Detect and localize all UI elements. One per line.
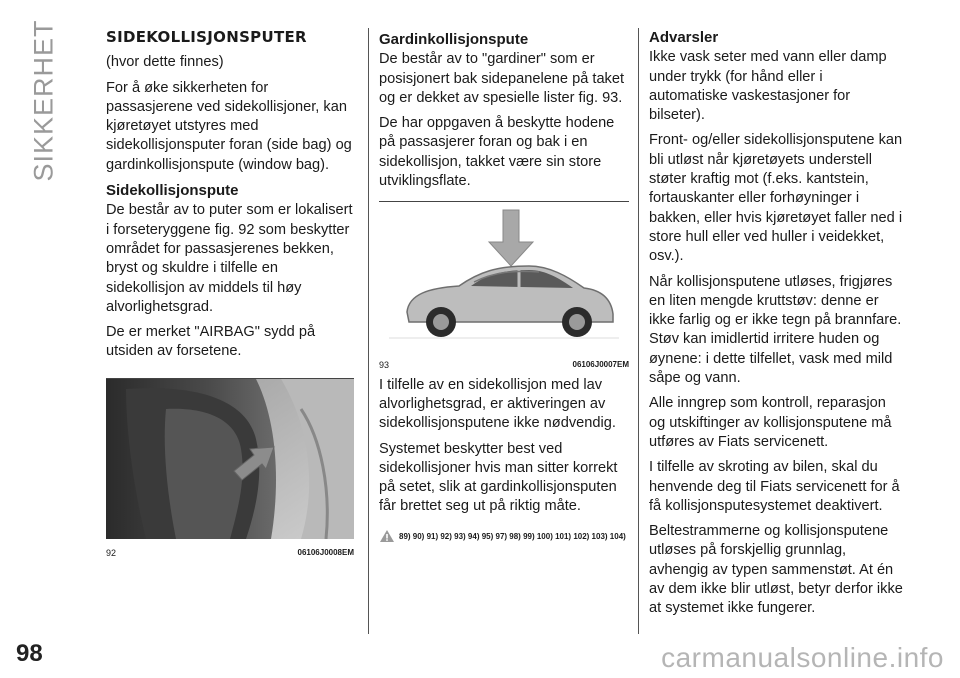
figure-93-caption bbox=[379, 360, 629, 370]
figure-code: 06106J0008EM bbox=[297, 548, 354, 558]
car-illustration bbox=[379, 202, 629, 350]
paragraph: De er merket "AIRBAG" sydd på utsiden av forsetene. bbox=[106, 324, 316, 360]
figure-92-caption bbox=[106, 548, 354, 558]
section-side-label bbox=[14, 18, 74, 182]
paragraph: Beltestrammerne og kollisjonsputene utløses på forskjellig grunnlag, avhengig av typen sammenstøt. At én av dem ikke blir utløst, betyr derfor ikke at systemet ikke fungerer. bbox=[649, 523, 903, 617]
figure-code: 06106J0007EM bbox=[572, 359, 629, 369]
subheading-warnings: Advarsler bbox=[649, 29, 719, 46]
paragraph: Alle inngrep som kontroll, reparasjon og utskiftinger av kollisjonsputene må utføres av Fiats servicenett. bbox=[649, 395, 892, 450]
warning-refs-text: 89) 90) 91) 92) 93) 94) 95) 97) 98) 99) 100) 101) 102) 103) 104) bbox=[399, 531, 626, 541]
warning-triangle-icon bbox=[379, 529, 395, 543]
paragraph: For å øke sikkerheten for passasjerene ved sidekollisjoner, kan kjøretøyet utstyres med sidekollisjonsputer foran (side bag) og gardinkollisjonspute (window bag). bbox=[106, 79, 352, 173]
paragraph: I tilfelle av en sidekollisjon med lav alvorlighetsgrad, er aktiveringen av sidekollisjonsputene ikke nødvendig. bbox=[379, 376, 616, 432]
paragraph: Front- og/eller sidekollisjonsputene kan bli utløst når kjøretøyets understell støter kraftig mot (f.eks. kantstein, fortauskanter eller forhøyninger i bakken, eller hvis kjøretøyet faller ned i store hull eller ved huller i veidekket, osv.). bbox=[649, 132, 903, 265]
watermark: carmanualsonline.info bbox=[661, 642, 944, 673]
paragraph: Systemet beskytter best ved sidekollisjoner hvis man sitter korrekt på setet, slik at gardinkollisjonsputen får brettet seg ut på riktig måte. bbox=[379, 440, 618, 515]
figure-93 bbox=[379, 201, 629, 369]
paragraph: (hvor dette finnes) bbox=[106, 54, 224, 71]
paragraph: Når kollisjonsputene utløses, frigjøres en liten mengde kruttstøv: denne er ikke farlig og er ikke tegn på brannfare. Støv kan imidlertid irritere huden og øynene: i dette tilfellet, vask med mild såpe og vann. bbox=[649, 273, 902, 387]
subheading-side-bag: Sidekollisjonspute bbox=[106, 182, 239, 200]
section-heading: SIDEKOLLISJONSPUTER bbox=[106, 28, 307, 46]
figure-number: 93 bbox=[379, 359, 390, 370]
figure-93-image bbox=[379, 201, 629, 356]
paragraph: De består av to "gardiner" som er posisjonert bak sidepanelene på taket og er dekket av spesielle lister fig. 93. bbox=[379, 51, 625, 106]
figure-92 bbox=[106, 378, 354, 558]
side-label-text: SIKKERHET bbox=[28, 18, 59, 182]
column-2 bbox=[379, 28, 629, 546]
page-number: 98 bbox=[16, 640, 43, 667]
paragraph: De har oppgaven å beskytte hodene på passasjerer foran og bak i en sidekollisjon, takket være sin store utviklingsflate. bbox=[379, 115, 615, 190]
column-3 bbox=[649, 28, 905, 625]
subheading-window-bag: Gardinkollisjonspute bbox=[379, 31, 529, 48]
paragraph: I tilfelle av skroting av bilen, skal du henvende deg til Fiats servicenett for å få kollisjonsputesystemet deaktivert. bbox=[649, 459, 900, 514]
warning-references bbox=[379, 527, 629, 546]
column-divider-2 bbox=[638, 28, 639, 634]
column-divider-1 bbox=[368, 28, 369, 634]
paragraph: Ikke vask seter med vann eller damp under trykk (for hånd eller i automatiske vaskestasjoner for bilseter). bbox=[649, 49, 887, 124]
seat-illustration bbox=[106, 379, 354, 539]
figure-number: 92 bbox=[106, 548, 117, 559]
paragraph: De består av to puter som er lokalisert i forseteryggene fig. 92 som beskytter området for passasjerenes bekken, bryst og skuldre i tilfelle en sidekollisjon av middels til høy alvorlighetsgrad. bbox=[106, 202, 353, 315]
column-1 bbox=[106, 28, 354, 564]
figure-92-image bbox=[106, 378, 354, 545]
